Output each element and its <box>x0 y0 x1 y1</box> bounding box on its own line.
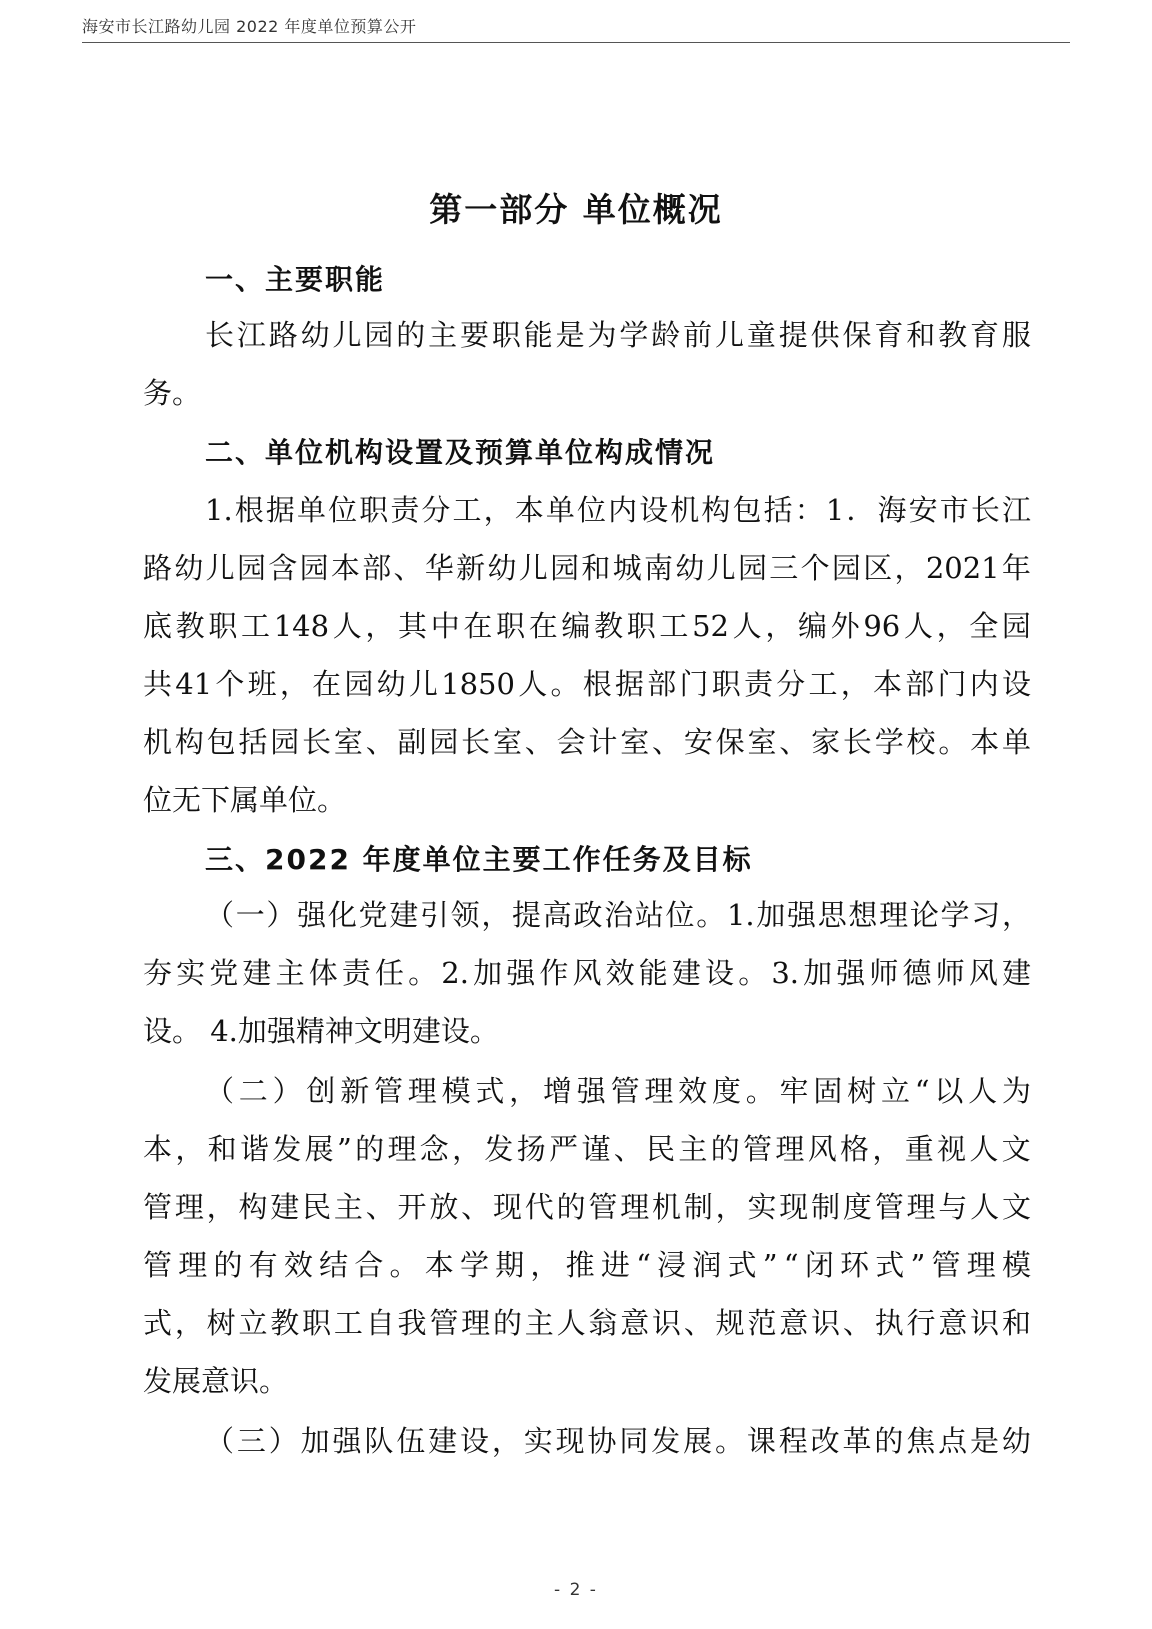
paragraph-line: 务。 <box>143 376 202 410</box>
paragraph-line: 式 ， 树 立 教 职 工 自 我 管 理 的 主 人 翁 意 识 、 规 范 意 识 、 执 行 意 识 和 <box>143 1306 1031 1340</box>
paragraph-line: 发展意识。 <box>143 1364 289 1398</box>
paragraph-line: （ 二 ） 创 新 管 理 模 式 ， 增 强 管 理 效 度 。 牢 固 树 立 “ 以 人 为 <box>205 1074 1031 1108</box>
paragraph-line: 管 理 的 有 效 结 合 。 本 学 期 ， 推 进 “ 浸 润 式 ” “ 闭 环 式 ” 管 理 模 <box>143 1248 1031 1282</box>
page-number: - 2 - <box>554 1580 598 1600</box>
paragraph-line: 底 教 职 工 148 人 ， 其 中 在 职 在 编 教 职 工 52 人 ， 编 外 96 人 ， 全 园 <box>143 609 1031 643</box>
paragraph-line: （ 一 ） 强 化 党 建 引 领 ， 提 高 政 治 站 位 。 1. 加 强 思 想 理 论 学 习 ， <box>205 898 1031 932</box>
section-heading-tasks-goals: 三、2022 年度单位主要工作任务及目标 <box>205 843 753 876</box>
paragraph-line: 本 ， 和 谐 发 展 ” 的 理 念 ， 发 扬 严 谨 、 民 主 的 管 理 风 格 ， 重 视 人 文 <box>143 1132 1031 1166</box>
section-heading-organization: 二、单位机构设置及预算单位构成情况 <box>205 436 716 469</box>
paragraph-line: 管 理 ， 构 建 民 主 、 开 放 、 现 代 的 管 理 机 制 ， 实 现 制 度 管 理 与 人 文 <box>143 1190 1031 1224</box>
paragraph-line: 夯 实 党 建 主 体 责 任 。 2. 加 强 作 风 效 能 建 设 。 3. 加 强 师 德 师 风 建 <box>143 956 1031 990</box>
header-rule <box>82 42 1070 43</box>
paragraph-line: 1. 根 据 单 位 职 责 分 工 ， 本 单 位 内 设 机 构 包 括 ： 1 ． 海 安 市 长 江 <box>205 493 1031 527</box>
running-header: 海安市长江路幼儿园 2022 年度单位预算公开 <box>82 17 417 36</box>
paragraph-line: 机 构 包 括 园 长 室 、 副 园 长 室 、 会 计 室 、 安 保 室 、 家 长 学 校 。 本 单 <box>143 725 1031 759</box>
paragraph-line: 设。 4.加强精神文明建设。 <box>143 1014 499 1048</box>
paragraph-line: 路 幼 儿 园 含 园 本 部 、 华 新 幼 儿 园 和 城 南 幼 儿 园 三 个 园 区 ， 2021 年 <box>143 551 1031 585</box>
paragraph-line: （ 三 ） 加 强 队 伍 建 设 ， 实 现 协 同 发 展 。 课 程 改 革 的 焦 点 是 幼 <box>205 1424 1031 1458</box>
paragraph-line: 共 41 个 班 ， 在 园 幼 儿 1850 人 。 根 据 部 门 职 责 分 工 ， 本 部 门 内 设 <box>143 667 1031 701</box>
paragraph-line: 长 江 路 幼 儿 园 的 主 要 职 能 是 为 学 龄 前 儿 童 提 供 保 育 和 教 育 服 <box>205 318 1031 352</box>
document-title: 第一部分 单位概况 <box>429 190 723 229</box>
paragraph-line: 位无下属单位。 <box>143 783 347 817</box>
section-heading-main-functions: 一、主要职能 <box>205 263 386 296</box>
